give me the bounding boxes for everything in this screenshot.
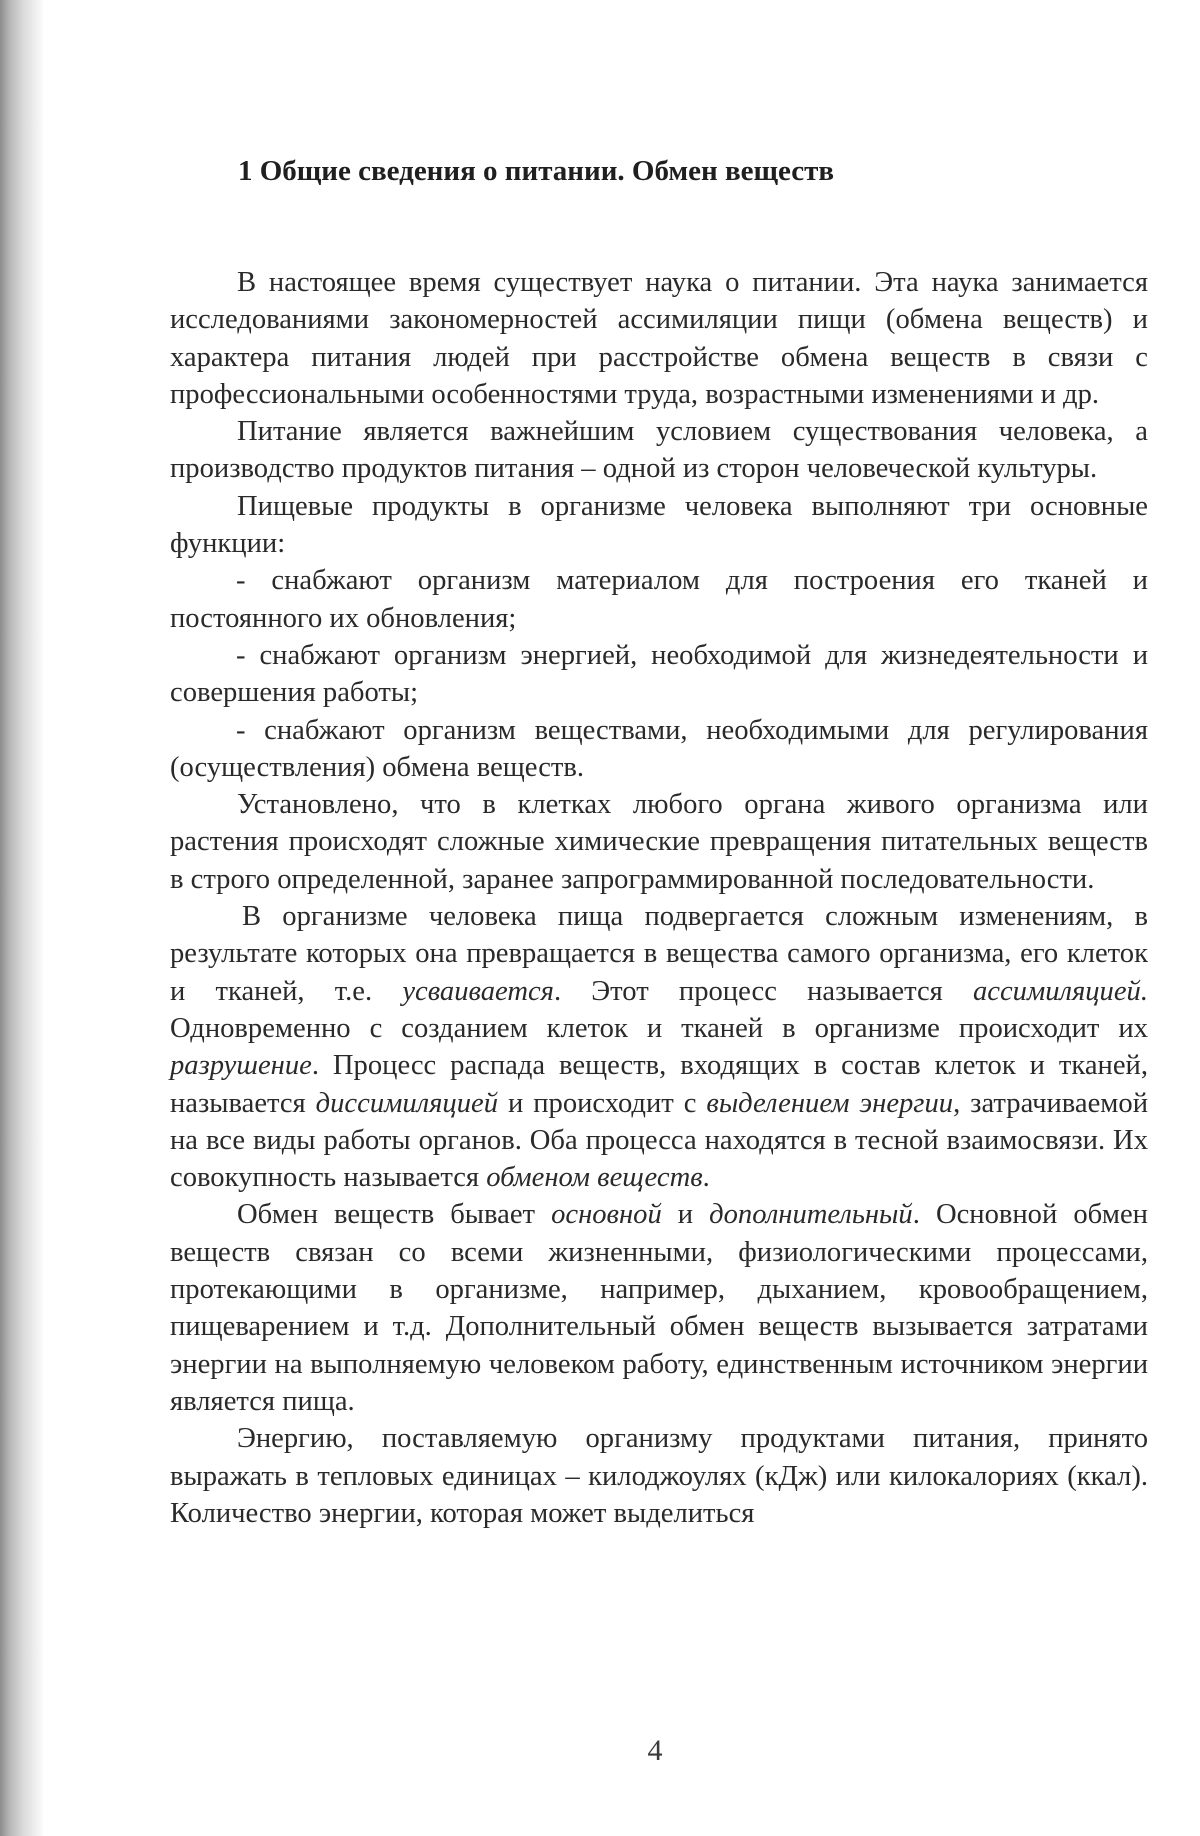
list-item-material: - снабжают организм материалом для построения его тканей и постоянного их обновления; [170,565,1148,634]
italic-term-metabolism: обменом веществ [486,1162,703,1194]
list-item-energy: - снабжают организм энергией, необходимой для жизнедеятельности и совершения работы; [170,639,1148,709]
paragraph-metabolism-types [170,1196,1148,1420]
paragraph-nutrition-science: В настоящее время существует наука о питании. Эта наука занимается исследованиями закономерностей ассимиляции пищи (обмена веществ) и характера питания людей при расстройстве обмена веществ в связи с профессиональными особенностями труда, возрастными изменениями и др. [170,267,1148,410]
page-number: 4 [647,1734,663,1767]
italic-term-assimilated: усваивается [402,975,554,1007]
paragraph-food-functions: Пищевые продукты в организме человека выполняют три основные функции: [170,490,1148,560]
italic-term-additional: дополнительный [709,1199,913,1231]
text-run: Одновременно с созданием клеток и тканей в организме происходит их [170,1012,1148,1044]
italic-term-energy-release: выделением энергии [706,1087,954,1119]
list-item-regulation: - снабжают организм веществами, необходимыми для регулирования (осуществления) обмена веществ. [170,714,1148,783]
text-run: , затрачиваемой на все виды работы органов. Оба процесса находятся в тесной взаимосвязи. Их совокупность называется [170,1087,1148,1194]
text-run: Обмен веществ бывает [237,1199,552,1231]
text-run: В организме человека пища подвергается сложным изменениям, в результате которых она превращается в вещества самого организма, его клеток и тканей, т.е. [170,901,1148,1007]
paragraph-cell-transformations: Установлено, что в клетках любого органа живого организма или растения происходят сложные химические превращения питательных веществ в строго определенной, заранее запрограммированной последовательности. [170,789,1148,895]
paragraph-assimilation [170,898,1148,1196]
italic-term-destruction: разрушение [170,1050,312,1082]
text-run: . Этот процесс называется [553,975,973,1007]
text-run: . [702,1162,710,1194]
italic-term-basic: основной [551,1199,662,1231]
section-heading: 1 Общие сведения о питании. Обмен веществ [238,155,835,187]
italic-term-assimilation: ассимиляцией. [972,975,1148,1007]
text-run: и происходит с [498,1087,707,1119]
paragraph-energy-units: Энергию, поставляемую организму продуктами питания, принято выражать в тепловых единицах – килоджоулях (кДж) или килокалориях (ккал). Количество энергии, которая может выделиться [170,1423,1148,1529]
paragraph-nutrition-importance: Питание является важнейшим условием существования человека, а производство продуктов питания – одной из сторон человеческой культуры. [170,416,1148,485]
text-run: и [661,1199,710,1231]
italic-term-dissimilation: диссимиляцией [315,1087,498,1119]
text-run: . Процесс распада веществ, входящих в состав клеток и тканей, называется [170,1050,1148,1119]
body-text [170,264,1148,1532]
text-run: . Основной обмен веществ связан со всеми жизненными, физиологическими процессами, протекающими в организме, например, дыханием, кровообращением, пищеварением и т.д. Дополнительный обмен веществ вызывается затратами энергии на выполняемую человеком работу, единственным источником энергии является пища. [170,1199,1148,1417]
